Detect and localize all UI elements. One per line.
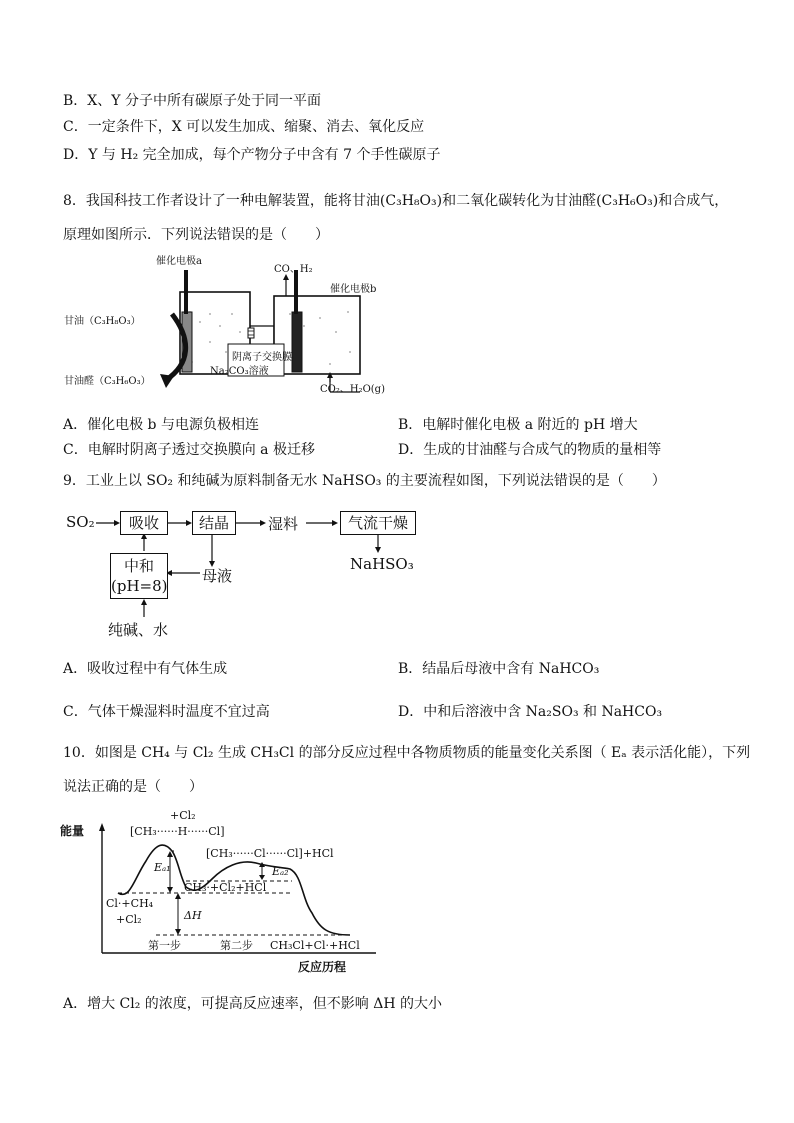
q8-option-b: B．电解时催化电极 a 附近的 pH 增大 bbox=[398, 417, 638, 433]
q8-option-c: C．电解时阴离子透过交换膜向 a 极迁移 bbox=[63, 442, 315, 458]
product-label: NaHSO₃ bbox=[350, 555, 414, 573]
ts1-label: [CH₃······H······Cl] bbox=[130, 825, 225, 838]
wet-label: 湿料 bbox=[268, 515, 299, 533]
mother-liquor-label: 母液 bbox=[202, 567, 233, 585]
step1-label: 第一步 bbox=[148, 939, 181, 952]
q9-option-a: A．吸收过程中有气体生成 bbox=[63, 661, 228, 677]
delta-h-label: ΔH bbox=[184, 909, 202, 922]
co2-h2o-label: CO₂、H₂O(g) bbox=[320, 384, 385, 395]
membrane-label: 阴离子交换膜 bbox=[232, 352, 292, 363]
ea1-label: Eₐ₁ bbox=[154, 861, 171, 874]
x-axis-label: 反应历程 bbox=[298, 960, 347, 974]
end-label: CH₃Cl+Cl·+HCl bbox=[270, 939, 360, 952]
reagent-label: 纯碱、水 bbox=[108, 621, 169, 639]
start-label-2: +Cl₂ bbox=[116, 913, 142, 926]
ea2-label: Eₐ₂ bbox=[272, 865, 289, 878]
catalyst-a-label: 催化电极a bbox=[156, 256, 202, 267]
neutralize-line1: 中和 bbox=[123, 557, 154, 575]
q7-option-c: C．一定条件下，X 可以发生加成、缩聚、消去、氧化反应 bbox=[63, 119, 425, 135]
energy-diagram bbox=[60, 805, 400, 977]
q9-option-b: B．结晶后母液中含有 NaHCO₃ bbox=[398, 661, 600, 677]
glycerol-label: 甘油（C₃H₈O₃） bbox=[64, 316, 141, 327]
step2-label: 第二步 bbox=[220, 939, 253, 952]
q7-option-b: B．X、Y 分子中所有碳原子处于同一平面 bbox=[63, 93, 321, 109]
q10-stem-line2: 说法正确的是（ ） bbox=[63, 779, 203, 795]
q8-stem-line1: 8．我国科技工作者设计了一种电解装置，能将甘油(C₃H₈O₃)和二氧化碳转化为甘油醛(C₃H₆O₃)和合成气， bbox=[63, 193, 729, 209]
q9-stem: 9．工业上以 SO₂ 和纯碱为原料制备无水 NaHSO₃ 的主要流程如图，下列说法错误的是（ ） bbox=[63, 473, 666, 489]
q8-stem-line2: 原理如图所示．下列说法错误的是（ ） bbox=[63, 227, 329, 243]
flowchart bbox=[60, 505, 440, 645]
solution-label: Na₂CO₃溶液 bbox=[210, 366, 269, 377]
plus-cl2-label: +Cl₂ bbox=[170, 809, 196, 822]
q7-option-d: D．Y 与 H₂ 完全加成，每个产物分子中含有 7 个手性碳原子 bbox=[63, 147, 441, 163]
start-label-1: Cl·+CH₄ bbox=[106, 897, 154, 910]
intermediate-label: CH₃·+Cl₂+HCl bbox=[184, 881, 267, 894]
q9-option-c: C．气体干燥湿料时温度不宜过高 bbox=[63, 704, 270, 720]
q10-stem-line1: 10．如图是 CH₄ 与 Cl₂ 生成 CH₃Cl 的部分反应过程中各物质物质的能量变化关系图（ Eₐ 表示活化能），下列 bbox=[63, 745, 751, 761]
absorb-box: 吸收 bbox=[120, 511, 168, 535]
electrolysis-figure bbox=[60, 252, 400, 402]
ts2-label: [CH₃······Cl······Cl]+HCl bbox=[206, 847, 334, 860]
y-axis-label: 能量 bbox=[60, 824, 85, 838]
co-h2-label: CO、H₂ bbox=[274, 264, 313, 275]
q9-option-d: D．中和后溶液中含 Na₂SO₃ 和 NaHCO₃ bbox=[398, 704, 663, 720]
glyceraldehyde-label: 甘油醛（C₃H₆O₃） bbox=[64, 376, 151, 387]
q8-option-a: A．催化电极 b 与电源负极相连 bbox=[63, 417, 259, 433]
crystal-box: 结晶 bbox=[192, 511, 236, 535]
neutralize-box bbox=[110, 553, 168, 599]
catalyst-b-label: 催化电极b bbox=[330, 284, 377, 295]
neutralize-line2: (pH=8) bbox=[111, 577, 168, 595]
dry-box: 气流干燥 bbox=[340, 511, 416, 535]
q10-option-a: A．增大 Cl₂ 的浓度，可提高反应速率，但不影响 ΔH 的大小 bbox=[63, 996, 443, 1012]
q8-option-d: D．生成的甘油醛与合成气的物质的量相等 bbox=[398, 442, 662, 458]
so2-label: SO₂ bbox=[66, 513, 95, 531]
